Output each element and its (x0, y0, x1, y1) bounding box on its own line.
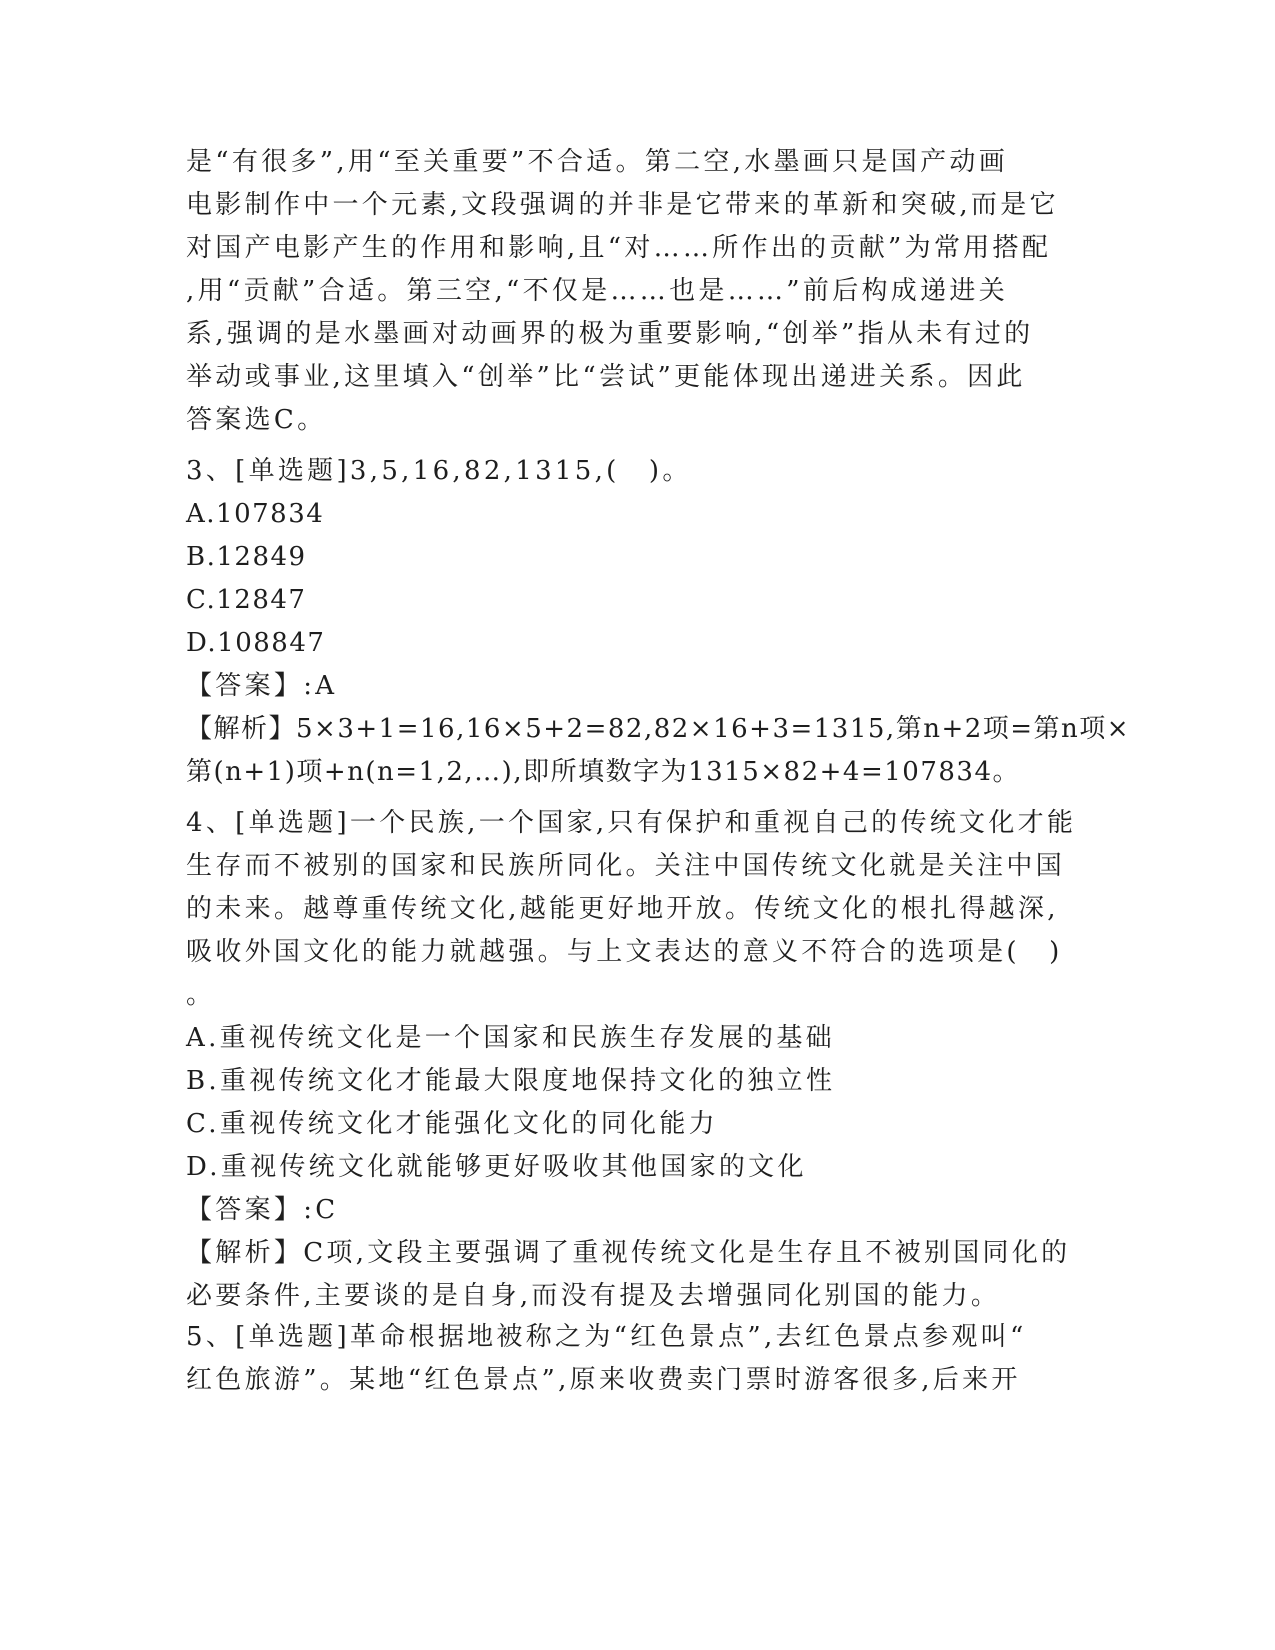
paragraph-line: 系,强调的是水墨画对动画界的极为重要影响,“创举”指从未有过的 (186, 319, 1034, 349)
question-stem-line: 红色旅游”。某地“红色景点”,原来收费卖门票时游客很多,后来开 (186, 1365, 1021, 1395)
paragraph-line: ,用“贡献”合适。第三空,“不仅是……也是……”前后构成递进关 (186, 276, 1008, 306)
question-stem-line: 生存而不被别的国家和民族所同化。关注中国传统文化就是关注中国 (186, 851, 1066, 881)
answer-line: 【答案】:C (186, 1195, 339, 1225)
explanation-line: 必要条件,主要谈的是自身,而没有提及去增强同化别国的能力。 (186, 1281, 1001, 1311)
question-stem-line: 。 (186, 980, 216, 1010)
paragraph-line: 是“有很多”,用“至关重要”不合适。第二空,水墨画只是国产动画 (186, 147, 1008, 177)
question-stem: 3、[单选题]3,5,16,82,1315,( )。 (186, 456, 692, 486)
question-stem-line: 的未来。越尊重传统文化,越能更好地开放。传统文化的根扎得越深, (186, 894, 1059, 924)
option-d: D.108847 (186, 628, 326, 658)
question-3 (186, 450, 1131, 794)
option-c: C.重视传统文化才能强化文化的同化能力 (186, 1109, 718, 1139)
paragraph-line: 电影制作中一个元素,文段强调的并非是它带来的革新和突破,而是它 (186, 190, 1059, 220)
option-d: D.重视传统文化就能够更好吸收其他国家的文化 (186, 1152, 807, 1182)
option-b: B.12849 (186, 542, 307, 572)
explanation-line: 【解析】C项,文段主要强调了重视传统文化是生存且不被别国同化的 (186, 1238, 1071, 1268)
question-stem-line: 4、[单选题]一个民族,一个国家,只有保护和重视自己的传统文化才能 (186, 808, 1077, 838)
question-5 (186, 1316, 1091, 1402)
answer-line: 【答案】:A (186, 671, 338, 701)
question-stem-line: 吸收外国文化的能力就越强。与上文表达的意义不符合的选项是( ) (186, 937, 1063, 967)
question-4 (186, 802, 1091, 1318)
option-c: C.12847 (186, 585, 307, 615)
explanation-line: 第(n+1)项+n(n=1,2,…),即所填数字为1315×82+4=107834。 (186, 757, 1020, 787)
question-stem-line: 5、[单选题]革命根据地被称之为“红色景点”,去红色景点参观叫“ (186, 1322, 1027, 1352)
option-a: A.107834 (186, 499, 325, 529)
explanation-line: 【解析】5×3+1=16,16×5+2=82,82×16+3=1315,第n+2项=第n项× (186, 714, 1131, 744)
q2-explanation-continued (186, 141, 1091, 442)
paragraph-line: 答案选C。 (186, 405, 327, 435)
option-a: A.重视传统文化是一个国家和民族生存发展的基础 (186, 1023, 835, 1053)
option-b: B.重视传统文化才能最大限度地保持文化的独立性 (186, 1066, 836, 1096)
paragraph-line: 对国产电影产生的作用和影响,且“对……所作出的贡献”为常用搭配 (186, 233, 1052, 263)
paragraph-line: 举动或事业,这里填入“创举”比“尝试”更能体现出递进关系。因此 (186, 362, 1026, 392)
